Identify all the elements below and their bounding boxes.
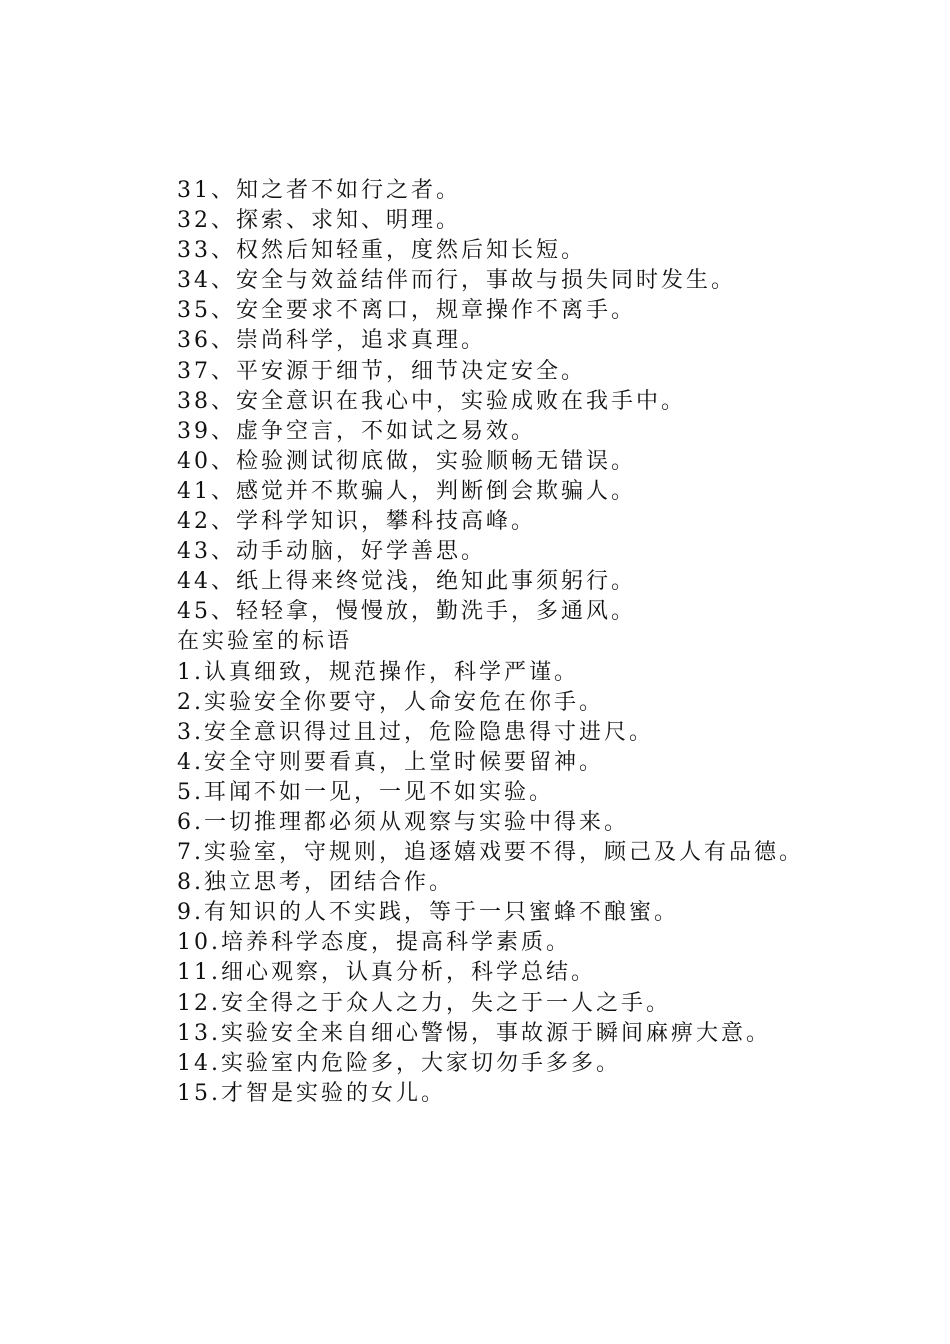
list-item: 34、安全与效益结伴而行，事故与损失同时发生。 xyxy=(177,268,736,294)
list-item: 45、轻轻拿，慢慢放，勤洗手，多通风。 xyxy=(177,599,636,625)
list-item: 12.安全得之于众人之力，失之于一人之手。 xyxy=(177,990,671,1016)
list-item: 32、探索、求知、明理。 xyxy=(177,208,461,234)
list-item: 14.实验室内危险多，大家切勿手多多。 xyxy=(177,1050,621,1076)
list-item: 37、平安源于细节，细节决定安全。 xyxy=(177,358,586,384)
list-item: 3.安全意识得过且过，危险隐患得寸进尺。 xyxy=(177,719,654,745)
list-item: 10.培养科学态度，提高科学素质。 xyxy=(177,930,571,956)
list-item: 31、知之者不如行之者。 xyxy=(177,178,461,203)
list-item: 43、动手动脑，好学善思。 xyxy=(177,539,486,565)
list-item: 44、纸上得来终觉浅，绝知此事须躬行。 xyxy=(177,569,636,595)
list-item: 33、权然后知轻重，度然后知长短。 xyxy=(177,238,586,264)
list-item: 15.才智是实验的女儿。 xyxy=(177,1080,446,1106)
list-item: 9.有知识的人不实践，等于一只蜜蜂不酿蜜。 xyxy=(177,900,679,926)
list-item: 7.实验室，守规则，追逐嬉戏要不得，顾己及人有品德。 xyxy=(177,840,804,866)
list-item: 11.细心观察，认真分析，科学总结。 xyxy=(177,960,596,986)
list-item: 4.安全守则要看真，上堂时候要留神。 xyxy=(177,749,604,775)
list-item: 40、检验测试彻底做，实验顺畅无错误。 xyxy=(177,448,636,474)
list-item: 1.认真细致，规范操作，科学严谨。 xyxy=(177,659,579,685)
list-item: 42、学科学知识，攀科技高峰。 xyxy=(177,509,536,535)
list-item: 5.耳闻不如一见，一见不如实验。 xyxy=(177,779,554,805)
list-item: 41、感觉并不欺骗人，判断倒会欺骗人。 xyxy=(177,478,636,504)
list-item: 39、虚争空言，不如试之易效。 xyxy=(177,418,536,444)
list-item: 38、安全意识在我心中，实验成败在我手中。 xyxy=(177,388,686,414)
section-heading: 在实验室的标语 xyxy=(177,629,353,655)
list-item: 35、安全要求不离口，规章操作不离手。 xyxy=(177,298,636,324)
list-item: 2.实验安全你要守，人命安危在你手。 xyxy=(177,689,604,715)
document-body xyxy=(177,176,877,1109)
list-item: 6.一切推理都必须从观察与实验中得来。 xyxy=(177,809,629,835)
list-item: 8.独立思考，团结合作。 xyxy=(177,870,454,896)
list-item: 36、崇尚科学，追求真理。 xyxy=(177,328,486,354)
list-item: 13.实验安全来自细心警惕，事故源于瞬间麻痹大意。 xyxy=(177,1020,771,1046)
